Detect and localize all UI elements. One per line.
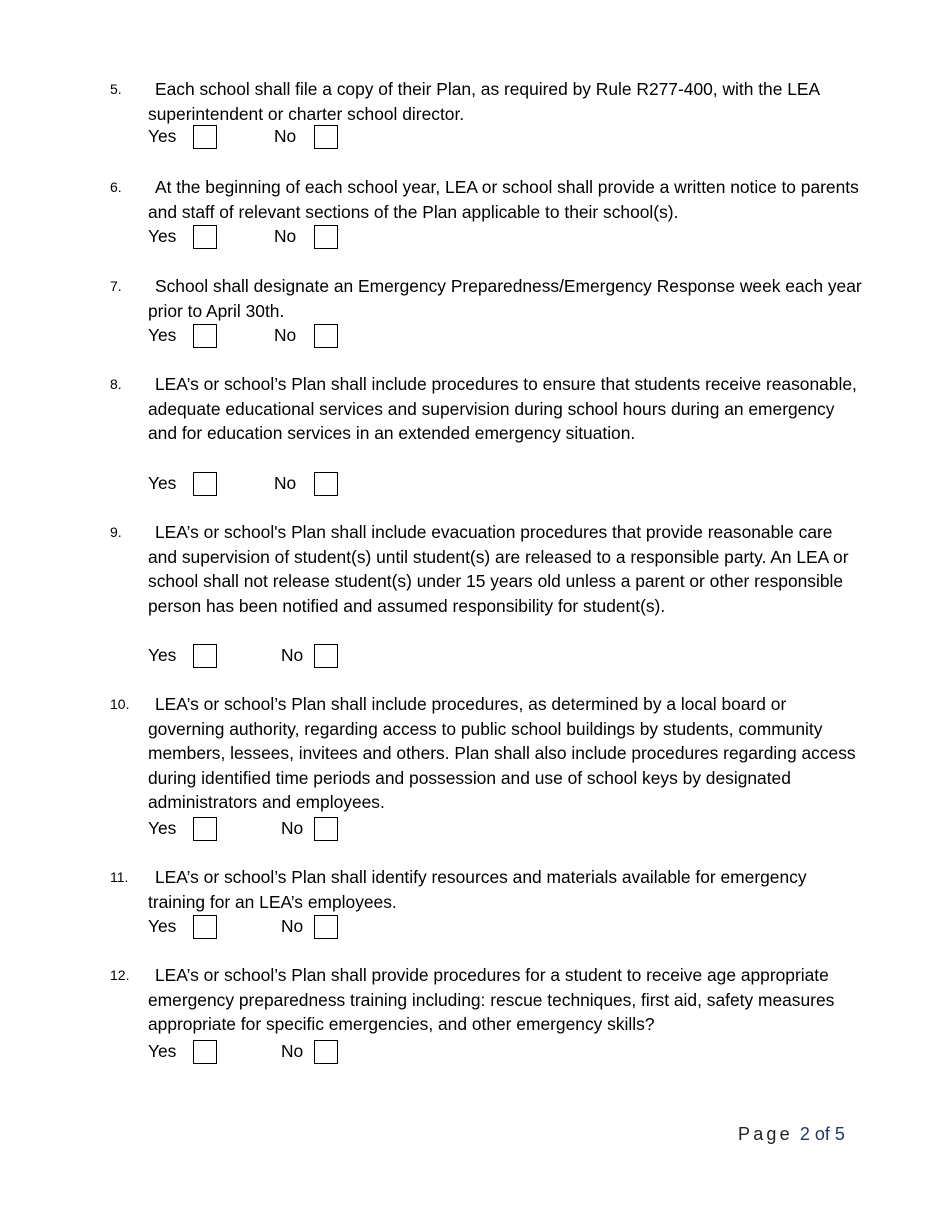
yes-checkbox[interactable]	[193, 125, 217, 149]
question-number: 12.	[110, 967, 130, 983]
answer-row	[148, 817, 368, 847]
yes-label: Yes	[148, 645, 177, 665]
no-checkbox[interactable]	[314, 644, 338, 668]
yes-checkbox[interactable]	[193, 225, 217, 249]
no-checkbox[interactable]	[314, 915, 338, 939]
no-checkbox[interactable]	[314, 472, 338, 496]
question-number: 6.	[110, 179, 122, 195]
answer-row	[148, 125, 368, 155]
question-number: 10.	[110, 696, 130, 712]
question-number: 9.	[110, 524, 122, 540]
yes-label: Yes	[148, 126, 177, 146]
no-checkbox[interactable]	[314, 324, 338, 348]
yes-label: Yes	[148, 1041, 177, 1061]
question-text: LEA’s or school’s Plan shall identify resources and materials available for emergency training for an LEA’s employees.	[148, 867, 807, 912]
answer-row	[148, 324, 368, 354]
question-text: At the beginning of each school year, LEA or school shall provide a written notice to parents and staff of relevant sections of the Plan applicable to their school(s).	[148, 177, 859, 222]
no-label: No	[281, 1041, 304, 1061]
answer-row	[148, 915, 368, 945]
yes-label: Yes	[148, 325, 177, 345]
question-number: 11.	[110, 869, 129, 885]
no-checkbox[interactable]	[314, 225, 338, 249]
no-label: No	[274, 226, 297, 246]
no-checkbox[interactable]	[314, 817, 338, 841]
question-number: 7.	[110, 278, 122, 294]
answer-row	[148, 1040, 368, 1070]
no-label: No	[274, 126, 297, 146]
question-text: LEA’s or school’s Plan shall include procedures, as determined by a local board or governing authority, regarding access to public school buildings by students, community members, lessees, invitees and others. Plan shall also include procedures regarding access during identified time periods and possession and use of school keys by designated administrators and employees.	[148, 694, 856, 813]
yes-checkbox[interactable]	[193, 472, 217, 496]
yes-label: Yes	[148, 916, 177, 936]
answer-row	[148, 644, 368, 674]
no-label: No	[281, 645, 304, 665]
question-text: LEA’s or school’s Plan shall include procedures to ensure that students receive reasonable, adequate educational services and supervision during school hours during an emergency and for education services in an extended emergency situation.	[148, 374, 857, 444]
page-number: 2 of 5	[799, 1124, 845, 1144]
answer-row	[148, 225, 368, 255]
answer-row	[148, 472, 368, 502]
no-checkbox[interactable]	[314, 1040, 338, 1064]
question-text: LEA’s or school’s Plan shall provide procedures for a student to receive age appropriate emergency preparedness training including: rescue techniques, first aid, safety measures appropriate for specific emergencies, and other emergency skills?	[148, 965, 835, 1035]
yes-label: Yes	[148, 473, 177, 493]
yes-checkbox[interactable]	[193, 817, 217, 841]
question-number: 5.	[110, 81, 122, 97]
page-footer	[738, 1123, 845, 1145]
no-label: No	[274, 325, 297, 345]
yes-label: Yes	[148, 226, 177, 246]
no-label: No	[274, 473, 297, 493]
yes-checkbox[interactable]	[193, 1040, 217, 1064]
yes-checkbox[interactable]	[193, 324, 217, 348]
yes-label: Yes	[148, 818, 177, 838]
no-label: No	[281, 818, 304, 838]
question-text: School shall designate an Emergency Preparedness/Emergency Response week each year prior to April 30th.	[148, 276, 862, 321]
page-label: Page	[738, 1124, 793, 1144]
question-number: 8.	[110, 376, 122, 392]
yes-checkbox[interactable]	[193, 915, 217, 939]
yes-checkbox[interactable]	[193, 644, 217, 668]
no-checkbox[interactable]	[314, 125, 338, 149]
no-label: No	[281, 916, 304, 936]
question-text: LEA’s or school's Plan shall include evacuation procedures that provide reasonable care and supervision of student(s) until student(s) are released to a responsible party. An LEA or school shall not release student(s) under 15 years old unless a parent or other responsible person has been notified and assumed responsibility for student(s).	[148, 522, 849, 616]
question-text: Each school shall file a copy of their Plan, as required by Rule R277-400, with the LEA superintendent or charter school director.	[148, 79, 820, 124]
